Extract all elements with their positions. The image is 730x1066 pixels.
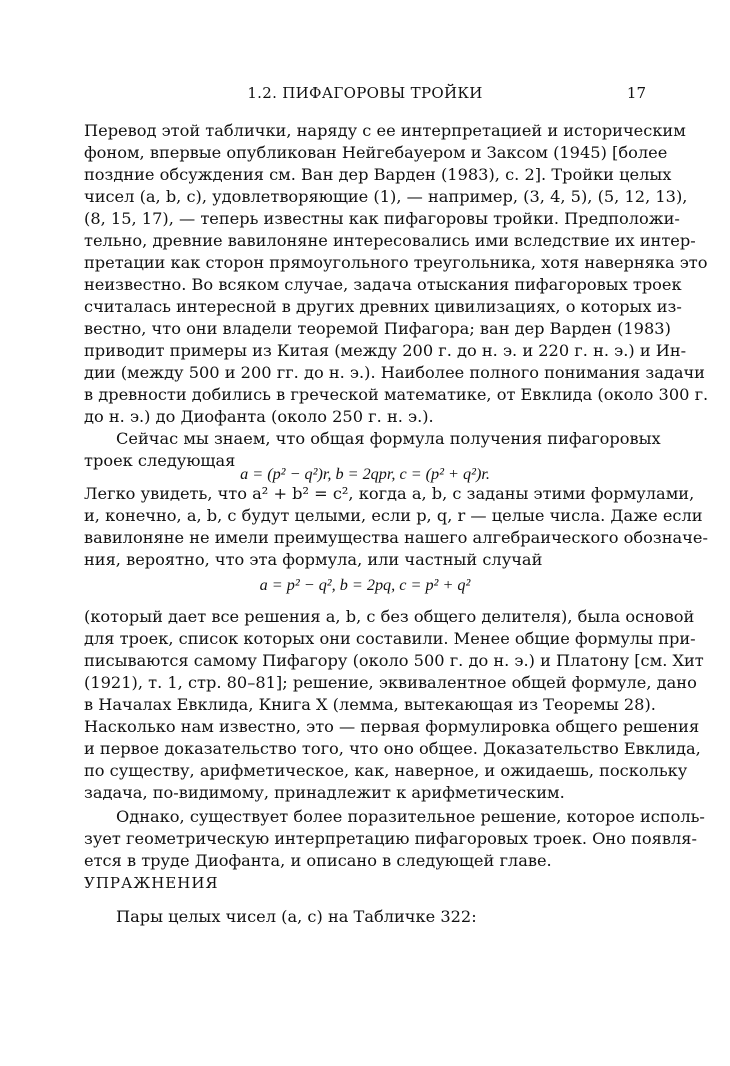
text-line: Перевод этой таблички, наряду с ее интерпретацией и историческим (84, 121, 686, 140)
text-line: считалась интересной в других древних цивилизациях, о которых из- (84, 297, 682, 316)
text-line: и, конечно, a, b, c будут целыми, если p, q, r — целые числа. Даже если (84, 506, 703, 525)
text-line: вавилоняне не имели преимущества нашего алгебраического обозначе- (84, 528, 708, 547)
text-line: в древности добились в греческой математике, от Евклида (около 300 г. (84, 385, 709, 404)
section-title: 1.2. ПИФАГОРОВЫ ТРОЙКИ (247, 84, 483, 102)
text-line: Легко увидеть, что a² + b² = c², когда a, b, c заданы этими формулами, (84, 484, 695, 503)
text-line: (1921), т. 1, стр. 80–81]; решение, эквивалентное общей формуле, дано (84, 673, 697, 692)
text-line: ется в труде Диофанта, и описано в следующей главе. (84, 851, 552, 870)
text-line: приводит примеры из Китая (между 200 г. до н. э. и 220 г. н. э.) и Ин- (84, 341, 687, 360)
text-line: зует геометрическую интерпретацию пифагоровых троек. Оно появля- (84, 829, 697, 848)
text-line: Сейчас мы знаем, что общая формула получения пифагоровых (116, 429, 661, 448)
text-line: по существу, арифметическое, как, наверное, и ожидаешь, поскольку (84, 761, 688, 780)
text-line: претации как сторон прямоугольного треугольника, хотя наверняка это (84, 253, 708, 272)
formula-general: a = (p² − q²)r, b = 2qpr, c = (p² + q²)r. (240, 465, 490, 483)
text-line: и первое доказательство того, что оно общее. Доказательство Евклида, (84, 739, 701, 758)
text-line: (8, 15, 17), — теперь известны как пифагоровы тройки. Предположи- (84, 209, 680, 228)
text-line: неизвестно. Во всяком случае, задача отыскания пифагоровых троек (84, 275, 682, 294)
running-header (84, 84, 646, 106)
formula-special: a = p² − q², b = 2pq, c = p² + q² (259, 576, 471, 594)
text-line: Однако, существует более поразительное решение, которое исполь- (116, 807, 705, 826)
text-line: тельно, древние вавилоняне интересовались ими вследствие их интер- (84, 231, 696, 250)
text-line: дии (между 500 и 200 гг. до н. э.). Наиболее полного понимания задачи (84, 363, 705, 382)
text-line: задача, по-видимому, принадлежит к арифметическим. (84, 783, 565, 802)
text-line: поздние обсуждения см. Ван дер Варден (1983), с. 2]. Тройки целых (84, 165, 672, 184)
text-line: вестно, что они владели теоремой Пифагора; ван дер Варден (1983) (84, 319, 671, 338)
exercises-heading: УПРАЖНЕНИЯ (84, 874, 219, 892)
text-line: в Началах Евклида, Книга X (лемма, вытекающая из Теоремы 28). (84, 695, 656, 714)
text-line: писываются самому Пифагору (около 500 г. до н. э.) и Платону [см. Хит (84, 651, 704, 670)
exercises-text: Пары целых чисел (a, c) на Табличке 322: (116, 907, 477, 926)
text-line: до н. э.) до Диофанта (около 250 г. н. э.). (84, 407, 434, 426)
text-line: троек следующая (84, 451, 236, 470)
text-line: Насколько нам известно, это — первая формулировка общего решения (84, 717, 700, 736)
text-line: фоном, впервые опубликован Нейгебауером и Заксом (1945) [более (84, 143, 668, 162)
text-line: (который дает все решения a, b, c без общего делителя), была основой (84, 607, 695, 626)
text-line: чисел (a, b, c), удовлетворяющие (1), — например, (3, 4, 5), (5, 12, 13), (84, 187, 688, 206)
text-line: для троек, список которых они составили. Менее общие формулы при- (84, 629, 696, 648)
text-line: ния, вероятно, что эта формула, или частный случай (84, 550, 543, 569)
page-number: 17 (626, 84, 646, 102)
